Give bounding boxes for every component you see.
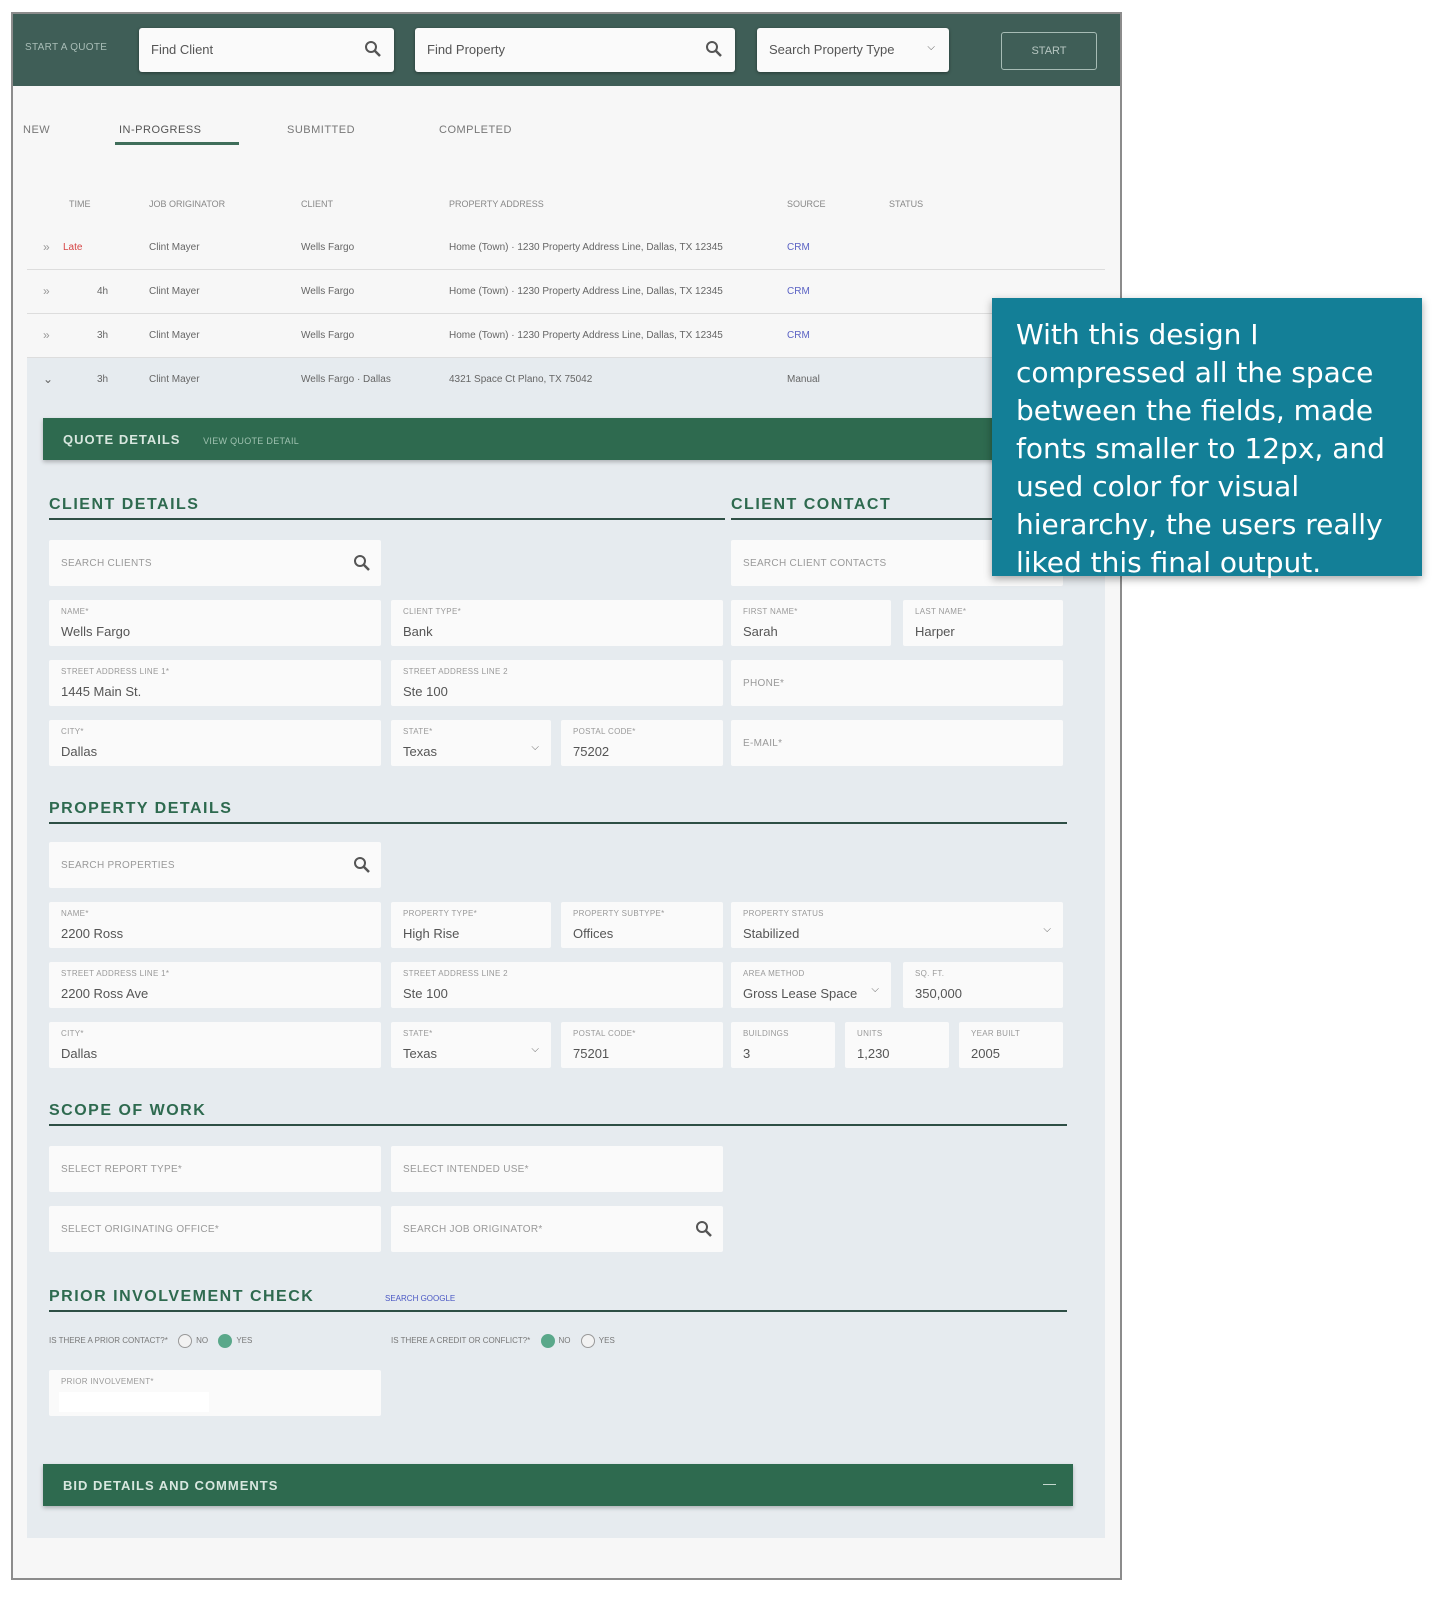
tab-completed[interactable]: COMPLETED bbox=[439, 124, 512, 136]
tab-submitted[interactable]: SUBMITTED bbox=[287, 124, 356, 136]
radio-yes[interactable] bbox=[218, 1334, 232, 1348]
field-value: Ste 100 bbox=[403, 684, 448, 699]
field-value: Sarah bbox=[743, 624, 778, 639]
client-cell: Wells Fargo bbox=[301, 242, 355, 253]
radio-no[interactable] bbox=[541, 1334, 555, 1348]
placeholder: SEARCH JOB ORIGINATOR* bbox=[403, 1224, 543, 1235]
credit-conflict-question bbox=[391, 1334, 615, 1348]
field-value: Gross Lease Space bbox=[743, 986, 858, 1001]
search-properties-input[interactable] bbox=[49, 842, 381, 888]
intended-use-select[interactable] bbox=[391, 1146, 723, 1192]
contact-first-name-field[interactable] bbox=[731, 600, 891, 646]
chevron-down-icon: ⌵ bbox=[871, 984, 879, 995]
radio-label: YES bbox=[598, 1336, 615, 1346]
tab-new[interactable]: NEW bbox=[23, 124, 51, 136]
field-value: 2200 Ross Ave bbox=[61, 986, 149, 1001]
question-label: IS THERE A CREDIT OR CONFLICT?* bbox=[391, 1336, 531, 1346]
chevron-right-icon[interactable]: » bbox=[43, 328, 50, 342]
find-property-placeholder: Find Property bbox=[427, 42, 506, 57]
section-divider bbox=[49, 1124, 1067, 1126]
field-value: 2200 Ross bbox=[61, 926, 124, 941]
table-row[interactable] bbox=[27, 270, 1105, 314]
job-originator-input[interactable] bbox=[391, 1206, 723, 1252]
placeholder: SELECT INTENDED USE* bbox=[403, 1164, 529, 1175]
radio-no[interactable] bbox=[178, 1334, 192, 1348]
time-cell: 4h bbox=[97, 286, 109, 297]
placeholder: SELECT REPORT TYPE* bbox=[61, 1164, 183, 1175]
year-built-field[interactable] bbox=[959, 1022, 1063, 1068]
field-label: POSTAL CODE* bbox=[573, 727, 636, 736]
field-label: CITY* bbox=[61, 727, 84, 736]
field-value: 75201 bbox=[573, 1046, 610, 1061]
column-header-source[interactable]: SOURCE bbox=[787, 199, 826, 209]
status-tabs bbox=[13, 86, 1120, 146]
start-button[interactable]: START bbox=[1001, 32, 1097, 70]
scope-of-work-heading: SCOPE OF WORK bbox=[49, 1102, 207, 1119]
section-divider bbox=[49, 1310, 1067, 1312]
radio-label: NO bbox=[558, 1336, 571, 1346]
time-cell: Late bbox=[63, 242, 83, 253]
field-value: 1,230 bbox=[857, 1046, 890, 1061]
table-row-expanded[interactable] bbox=[27, 358, 1105, 402]
prior-involvement-field[interactable] bbox=[49, 1370, 381, 1416]
expanded-quote-panel bbox=[27, 358, 1105, 1538]
text-input-area[interactable] bbox=[59, 1392, 209, 1412]
brand-label: START A QUOTE bbox=[25, 42, 108, 53]
client-postal-code-field[interactable] bbox=[561, 720, 723, 766]
chevron-right-icon[interactable]: » bbox=[43, 240, 50, 254]
chevron-down-icon: ⌵ bbox=[531, 1044, 539, 1055]
originator-cell: Clint Mayer bbox=[149, 242, 200, 253]
report-type-select[interactable] bbox=[49, 1146, 381, 1192]
app-window bbox=[11, 12, 1122, 1580]
field-label: BUILDINGS bbox=[743, 1029, 789, 1038]
source-cell: CRM bbox=[787, 330, 810, 341]
column-header-client[interactable]: CLIENT bbox=[301, 199, 334, 209]
property-postal-code-field[interactable] bbox=[561, 1022, 723, 1068]
search-icon bbox=[695, 1220, 713, 1238]
field-label: PRIOR INVOLVEMENT* bbox=[61, 1377, 154, 1386]
find-client-placeholder: Find Client bbox=[151, 42, 214, 57]
field-label: STREET ADDRESS LINE 1* bbox=[61, 667, 170, 676]
client-cell: Wells Fargo bbox=[301, 286, 355, 297]
property-type-field[interactable] bbox=[391, 902, 551, 948]
address-cell: Home (Town) · 1230 Property Address Line, Dallas, TX 12345 bbox=[449, 286, 723, 297]
property-state-select[interactable] bbox=[391, 1022, 551, 1068]
collapse-icon[interactable]: — bbox=[1043, 1476, 1057, 1491]
field-label: YEAR BUILT bbox=[971, 1029, 1021, 1038]
tab-in-progress[interactable]: IN-PROGRESS bbox=[119, 124, 202, 136]
field-value: Harper bbox=[915, 624, 955, 639]
field-label: CLIENT TYPE* bbox=[403, 607, 461, 616]
client-name-field[interactable] bbox=[49, 600, 381, 646]
prior-contact-question bbox=[49, 1334, 252, 1348]
source-cell: Manual bbox=[787, 374, 820, 385]
field-label: STATE* bbox=[403, 727, 433, 736]
design-note-callout: With this design I compressed all the space between the fields, made fonts smaller to 12px, and used color for visual hierarchy, the users really liked this final output. bbox=[992, 298, 1422, 576]
field-label: STREET ADDRESS LINE 2 bbox=[403, 667, 508, 676]
chevron-right-icon[interactable]: » bbox=[43, 284, 50, 298]
originating-office-select[interactable] bbox=[49, 1206, 381, 1252]
field-label: STATE* bbox=[403, 1029, 433, 1038]
column-header-address[interactable]: PROPERTY ADDRESS bbox=[449, 199, 544, 209]
field-value: 75202 bbox=[573, 744, 610, 759]
chevron-down-icon: ⌵ bbox=[1043, 924, 1051, 935]
client-address-line2-field[interactable] bbox=[391, 660, 723, 706]
table-row[interactable] bbox=[27, 226, 1105, 270]
quote-details-subtitle: VIEW QUOTE DETAIL bbox=[203, 436, 300, 446]
question-label: IS THERE A PRIOR CONTACT?* bbox=[49, 1336, 168, 1346]
field-label: PROPERTY STATUS bbox=[743, 909, 824, 918]
bid-details-bar[interactable] bbox=[43, 1464, 1073, 1506]
table-row[interactable] bbox=[27, 314, 1105, 358]
radio-yes[interactable] bbox=[581, 1334, 595, 1348]
address-cell: 4321 Space Ct Plano, TX 75042 bbox=[449, 374, 593, 385]
field-label: CITY* bbox=[61, 1029, 84, 1038]
field-value: Offices bbox=[573, 926, 614, 941]
field-label: NAME* bbox=[61, 607, 89, 616]
client-address-line1-field[interactable] bbox=[49, 660, 381, 706]
placeholder: SEARCH CLIENT CONTACTS bbox=[743, 558, 887, 569]
client-state-select[interactable] bbox=[391, 720, 551, 766]
field-value: 350,000 bbox=[915, 986, 962, 1001]
contact-last-name-field[interactable] bbox=[903, 600, 1063, 646]
chevron-down-icon: ⌵ bbox=[531, 742, 539, 753]
property-type-placeholder: Search Property Type bbox=[769, 42, 895, 57]
placeholder: PHONE* bbox=[743, 678, 785, 689]
search-clients-input[interactable] bbox=[49, 540, 381, 586]
field-value: Bank bbox=[403, 624, 433, 639]
field-label: STREET ADDRESS LINE 1* bbox=[61, 969, 170, 978]
chevron-down-icon: ⌵ bbox=[927, 42, 935, 53]
time-cell: 3h bbox=[97, 330, 109, 341]
field-value: Dallas bbox=[61, 1046, 98, 1061]
field-label: PROPERTY SUBTYPE* bbox=[573, 909, 665, 918]
placeholder: SEARCH PROPERTIES bbox=[61, 860, 175, 871]
field-label: NAME* bbox=[61, 909, 89, 918]
property-details-heading: PROPERTY DETAILS bbox=[49, 800, 233, 817]
source-cell: CRM bbox=[787, 242, 810, 253]
field-value: 3 bbox=[743, 1046, 751, 1061]
section-divider bbox=[49, 518, 725, 520]
top-search-bar bbox=[13, 14, 1120, 86]
column-header-status[interactable]: STATUS bbox=[889, 199, 924, 209]
placeholder: E-MAIL* bbox=[743, 738, 783, 749]
quote-details-bar[interactable] bbox=[43, 418, 1093, 460]
field-value: Texas bbox=[403, 744, 437, 759]
field-label: STREET ADDRESS LINE 2 bbox=[403, 969, 508, 978]
property-city-field[interactable] bbox=[49, 1022, 381, 1068]
client-city-field[interactable] bbox=[49, 720, 381, 766]
source-cell: CRM bbox=[787, 286, 810, 297]
search-icon bbox=[353, 856, 371, 874]
field-value: 2005 bbox=[971, 1046, 1000, 1061]
address-cell: Home (Town) · 1230 Property Address Line, Dallas, TX 12345 bbox=[449, 242, 723, 253]
client-cell: Wells Fargo bbox=[301, 330, 355, 341]
address-cell: Home (Town) · 1230 Property Address Line, Dallas, TX 12345 bbox=[449, 330, 723, 341]
field-value: Stabilized bbox=[743, 926, 800, 941]
field-value: High Rise bbox=[403, 926, 460, 941]
find-property-input[interactable] bbox=[415, 28, 735, 72]
field-label: PROPERTY TYPE* bbox=[403, 909, 478, 918]
client-contact-heading: CLIENT CONTACT bbox=[731, 496, 892, 513]
area-method-select[interactable] bbox=[731, 962, 891, 1008]
field-label: AREA METHOD bbox=[743, 969, 805, 978]
client-details-heading: CLIENT DETAILS bbox=[49, 496, 200, 513]
property-address-line2-field[interactable] bbox=[391, 962, 723, 1008]
search-icon bbox=[705, 40, 723, 58]
sq-ft-field[interactable] bbox=[903, 962, 1063, 1008]
bid-details-title: BID DETAILS AND COMMENTS bbox=[63, 1478, 279, 1493]
field-label: POSTAL CODE* bbox=[573, 1029, 636, 1038]
radio-label: NO bbox=[196, 1336, 209, 1346]
field-label: FIRST NAME* bbox=[743, 607, 798, 616]
search-google-link[interactable]: SEARCH GOOGLE bbox=[385, 1294, 456, 1303]
units-field[interactable] bbox=[845, 1022, 949, 1068]
radio-label: YES bbox=[236, 1336, 253, 1346]
quote-details-title: QUOTE DETAILS bbox=[63, 432, 181, 447]
field-value: Wells Fargo bbox=[61, 624, 131, 639]
chevron-down-icon[interactable]: ⌄ bbox=[43, 372, 54, 386]
placeholder: SEARCH CLIENTS bbox=[61, 558, 152, 569]
active-tab-indicator bbox=[115, 142, 239, 145]
placeholder: SELECT ORIGINATING OFFICE* bbox=[61, 1224, 220, 1235]
field-value: Dallas bbox=[61, 744, 98, 759]
search-icon bbox=[353, 554, 371, 572]
property-subtype-field[interactable] bbox=[561, 902, 723, 948]
contact-phone-field[interactable] bbox=[731, 660, 1063, 706]
property-address-line1-field[interactable] bbox=[49, 962, 381, 1008]
field-value: Ste 100 bbox=[403, 986, 448, 1001]
search-icon bbox=[364, 40, 382, 58]
field-label: SQ. FT. bbox=[915, 969, 945, 978]
client-type-field[interactable] bbox=[391, 600, 723, 646]
property-type-select[interactable] bbox=[757, 28, 949, 72]
field-value: 1445 Main St. bbox=[61, 684, 142, 699]
column-header-time[interactable]: TIME bbox=[69, 199, 91, 209]
originator-cell: Clint Mayer bbox=[149, 374, 200, 385]
prior-involvement-heading: PRIOR INVOLVEMENT CHECK bbox=[49, 1288, 315, 1305]
time-cell: 3h bbox=[97, 374, 109, 385]
field-value: Texas bbox=[403, 1046, 437, 1061]
field-label: UNITS bbox=[857, 1029, 883, 1038]
column-header-originator[interactable]: JOB ORIGINATOR bbox=[149, 199, 226, 209]
originator-cell: Clint Mayer bbox=[149, 330, 200, 341]
contact-email-field[interactable] bbox=[731, 720, 1063, 766]
client-cell: Wells Fargo · Dallas bbox=[301, 374, 391, 385]
find-client-input[interactable] bbox=[139, 28, 394, 72]
property-name-field[interactable] bbox=[49, 902, 381, 948]
section-divider bbox=[49, 822, 1067, 824]
originator-cell: Clint Mayer bbox=[149, 286, 200, 297]
field-label: LAST NAME* bbox=[915, 607, 967, 616]
buildings-field[interactable] bbox=[731, 1022, 835, 1068]
property-status-select[interactable] bbox=[731, 902, 1063, 948]
